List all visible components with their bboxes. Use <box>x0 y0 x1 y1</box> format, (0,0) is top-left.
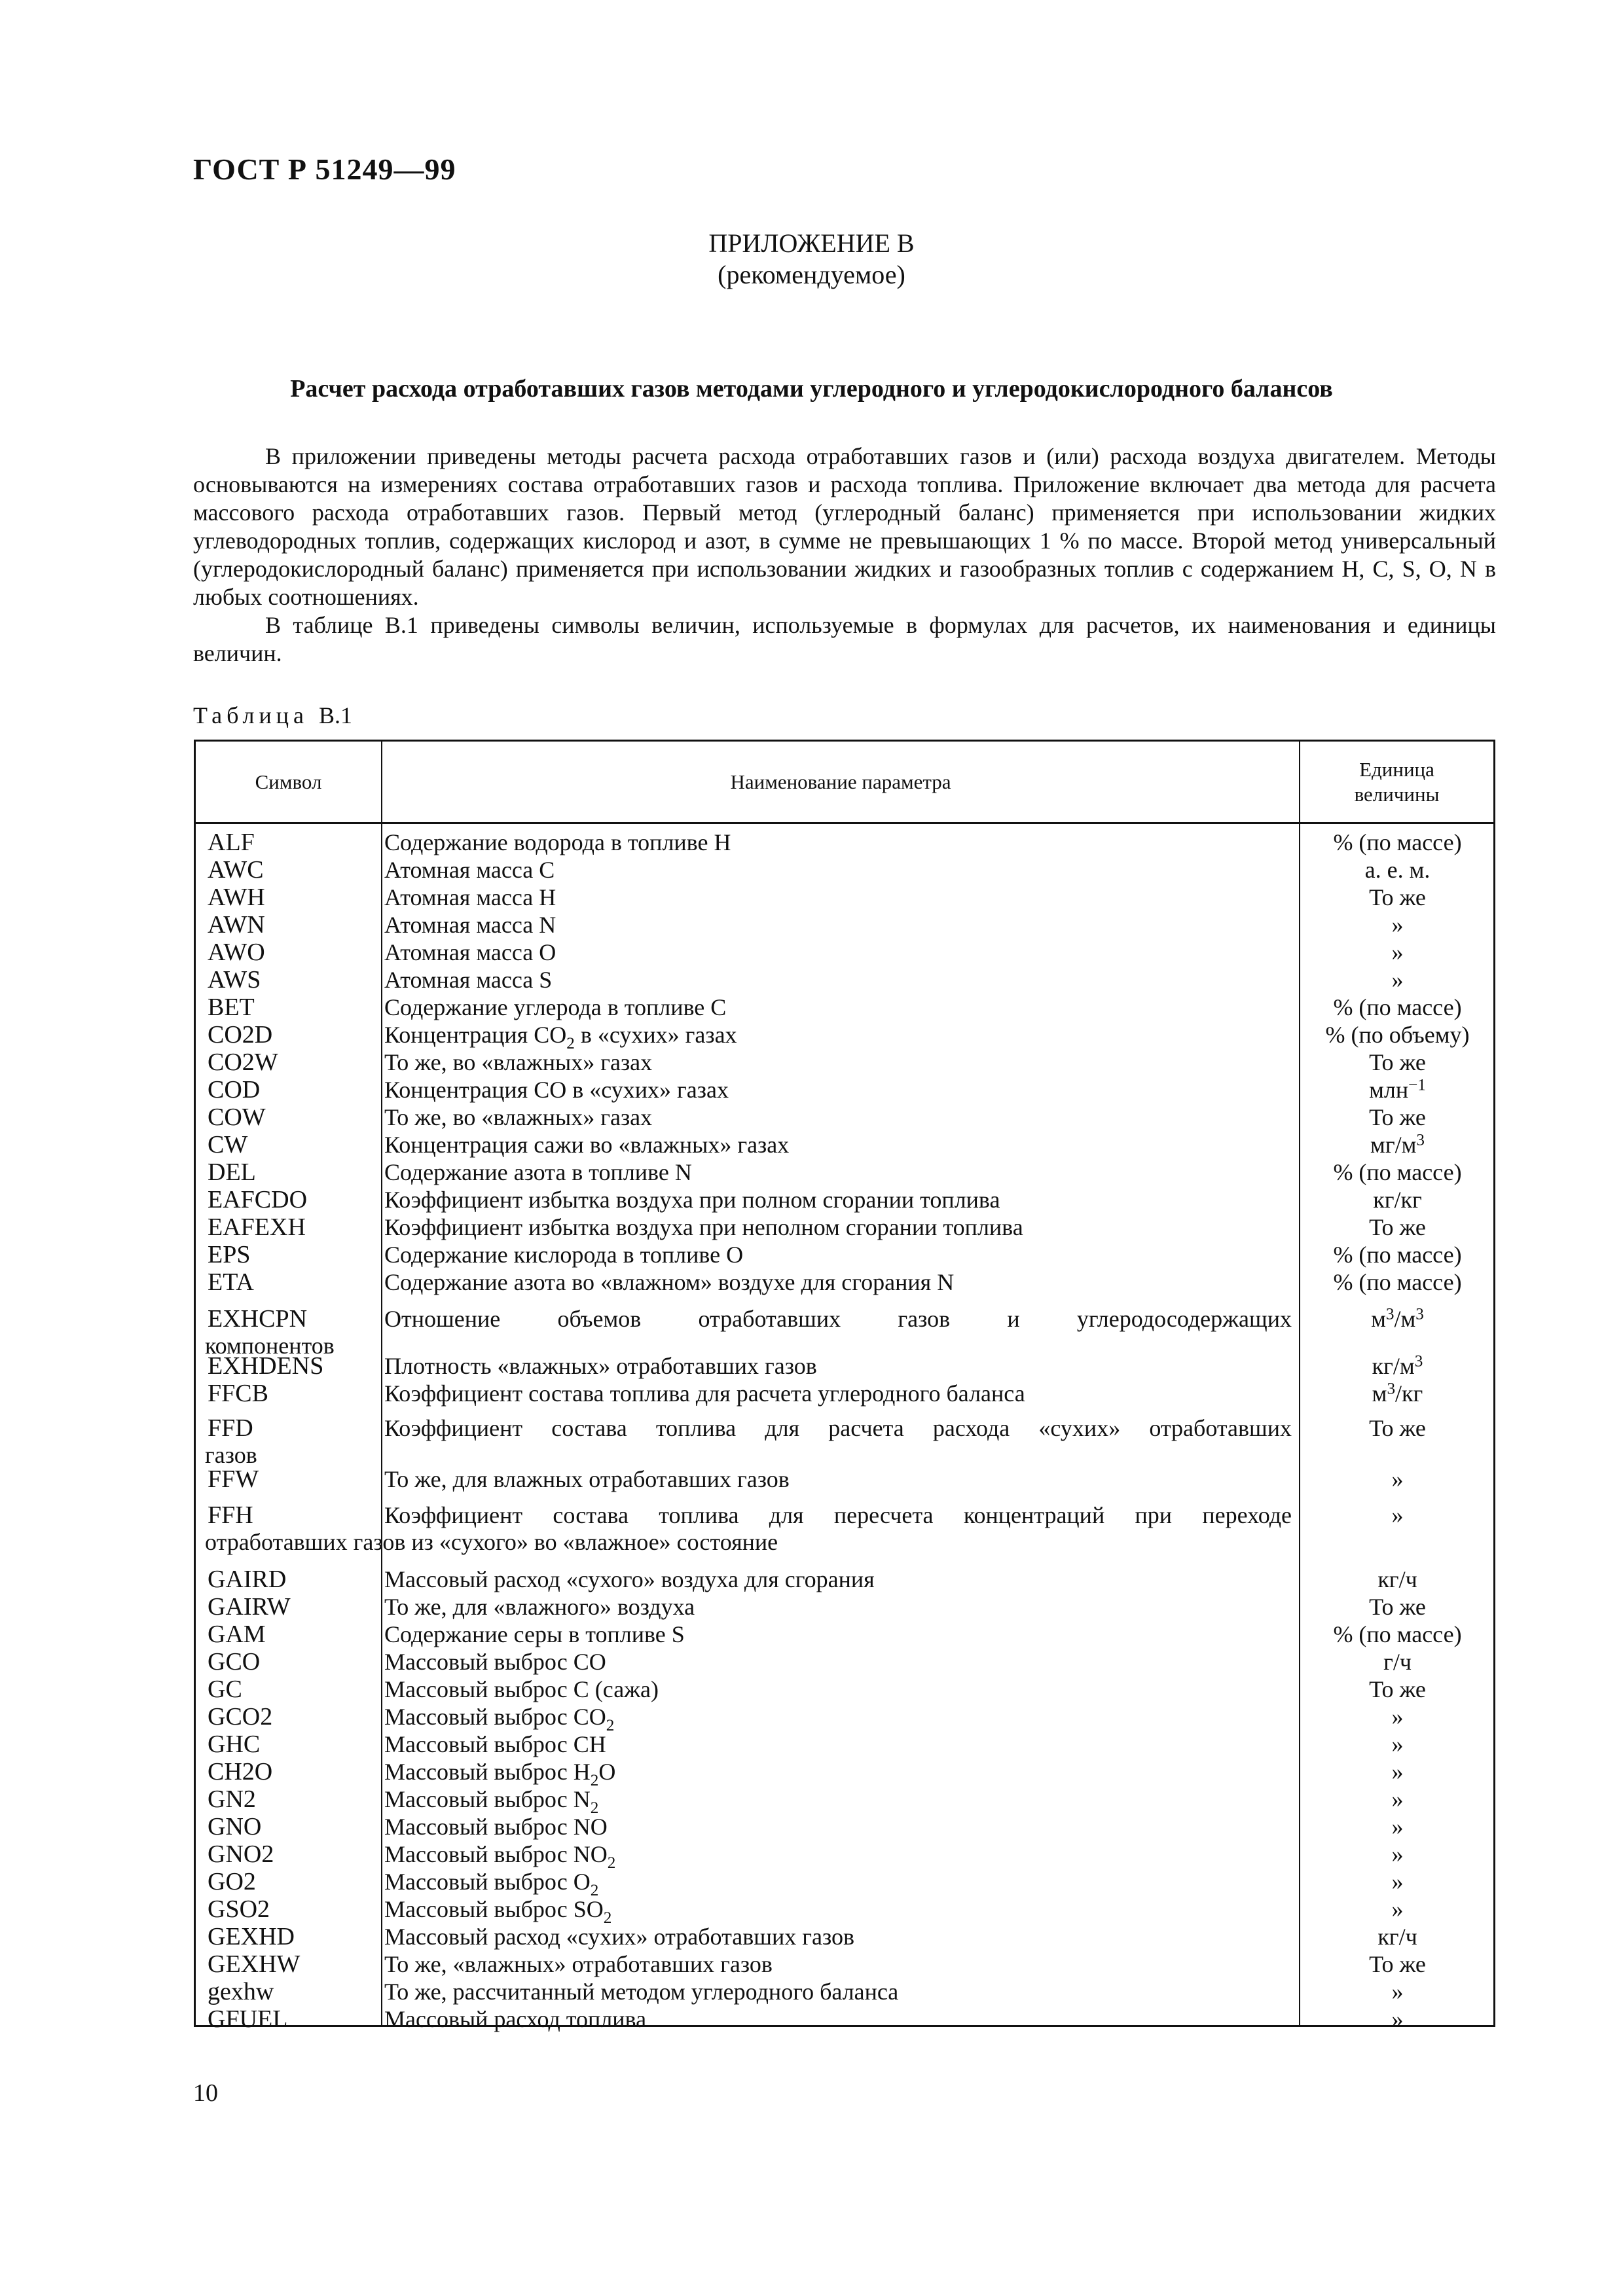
row-parameter-name: Содержание серы в топливе S <box>384 1621 685 1647</box>
table-caption <box>193 702 352 729</box>
row-unit: $м^3/м^3$ <box>1371 1305 1424 1332</box>
row-symbol: GFUEL <box>208 2005 288 2033</box>
appendix-label: ПРИЛОЖЕНИЕ В <box>708 228 915 258</box>
column-divider <box>381 742 382 2025</box>
row-symbol: AWC <box>208 856 264 884</box>
parameters-table <box>194 740 1495 2033</box>
row-symbol: GAM <box>208 1621 266 1648</box>
table-header <box>196 742 1493 824</box>
row-parameter-name: Концентрация CO в «сухих» газах <box>384 1077 729 1103</box>
row-symbol: EXHCPN <box>208 1305 308 1333</box>
row-parameter-name: Коэффициент избытка воздуха при полном сгорании топлива <box>384 1187 1000 1213</box>
row-parameter-name: То же, во «влажных» газах <box>384 1104 653 1130</box>
row-unit: » <box>1391 967 1404 993</box>
row-symbol: GCO <box>208 1648 261 1676</box>
table-caption-number: В.1 <box>318 702 352 728</box>
appendix-heading <box>0 228 1623 291</box>
table-caption-word: Таблица <box>193 702 308 728</box>
row-unit: % (по объему) <box>1325 1022 1470 1048</box>
row-symbol: BET <box>208 994 255 1021</box>
header-unit <box>1300 742 1493 822</box>
row-parameter-name: Массовый выброс $SO_2$ <box>384 1896 612 1927</box>
row-unit: То же <box>1369 1676 1426 1702</box>
row-parameter-name: Массовый выброс $N_2$ <box>384 1786 599 1817</box>
row-unit: То же <box>1369 884 1426 910</box>
header-unit-line-2: величины <box>1354 782 1440 806</box>
row-unit: То же <box>1369 1951 1426 1977</box>
row-parameter-name: Концентрация сажи во «влажных» газах <box>384 1132 790 1158</box>
row-unit: г/ч <box>1383 1649 1412 1675</box>
row-parameter-name: Массовый выброс С (сажа) <box>384 1676 659 1702</box>
row-unit: То же <box>1369 1415 1426 1441</box>
row-parameter-name: Атомная масса О <box>384 939 556 965</box>
intro-paragraph-2: В таблице В.1 приведены символы величин, используемые в формулах для расчетов, их наименования и единицы величин. <box>193 612 1496 666</box>
row-symbol: EXHDENS <box>208 1352 324 1380</box>
row-unit: % (по массе) <box>1333 1159 1462 1185</box>
row-unit: кг/кг <box>1373 1187 1422 1213</box>
row-symbol: CH2O <box>208 1758 273 1785</box>
row-unit: % (по массе) <box>1333 1242 1462 1268</box>
row-parameter-name: Массовый выброс NO <box>384 1814 608 1840</box>
row-parameter-name: Массовый расход топлива <box>384 2006 647 2032</box>
row-unit: » <box>1391 1979 1404 2005</box>
row-symbol: GN2 <box>208 1785 256 1813</box>
row-symbol: DEL <box>208 1158 256 1186</box>
row-parameter-name: Содержание кислорода в топливе О <box>384 1242 744 1268</box>
row-parameter-name: То же, рассчитанный методом углеродного баланса <box>384 1979 899 2005</box>
row-unit: » <box>1391 1731 1404 1757</box>
row-symbol: GC <box>208 1676 242 1703</box>
row-parameter-name: Атомная масса Н <box>384 884 556 910</box>
row-symbol: CW <box>208 1131 248 1158</box>
header-unit-line-1: Единица <box>1359 757 1434 781</box>
row-parameter-name: Содержание водорода в топливе Н <box>384 829 731 855</box>
row-symbol: GNO2 <box>208 1840 274 1868</box>
row-unit: кг/ч <box>1377 1924 1417 1950</box>
row-unit: » <box>1391 939 1404 965</box>
header-symbol: Символ <box>255 770 322 793</box>
row-symbol: AWS <box>208 966 261 994</box>
row-parameter-name: Массовый выброс $CO_2$ <box>384 1704 615 1734</box>
row-symbol: EPS <box>208 1241 251 1268</box>
row-unit: » <box>1391 912 1404 938</box>
row-unit: » <box>1391 1814 1404 1840</box>
row-parameter-name: Атомная масса S <box>384 967 553 993</box>
page-number: 10 <box>193 2079 218 2107</box>
row-unit: млн$^{-1}$ <box>1369 1076 1426 1103</box>
row-symbol: GEXHW <box>208 1950 301 1978</box>
row-parameter-name: Атомная масса С <box>384 857 555 883</box>
row-parameter-name: То же, «влажных» отработавших газов <box>384 1951 773 1977</box>
row-parameter-name: Коэффициент состава топлива для расчета углеродного баланса <box>384 1380 1025 1407</box>
row-unit: $кг/м^3$ <box>1372 1352 1423 1379</box>
row-symbol: AWH <box>208 884 265 911</box>
row-parameter-name: Коэффициент состава топлива для пересчета концентраций при переходе отработавших газов из «сухого» во «влажное» состояние <box>205 1502 1292 1555</box>
row-unit: То же <box>1369 1104 1426 1130</box>
row-unit: $мг/м^3$ <box>1370 1131 1425 1158</box>
row-symbol: CO2W <box>208 1049 278 1076</box>
row-parameter-name: Массовый выброс CH <box>384 1731 606 1757</box>
row-parameter-name: Содержание углерода в топливе С <box>384 994 727 1020</box>
row-symbol: GCO2 <box>208 1703 273 1731</box>
row-parameter-name: Массовый расход «сухого» воздуха для сгорания <box>384 1566 875 1592</box>
row-unit: » <box>1391 1704 1404 1730</box>
document-code: ГОСТ Р 51249—99 <box>193 152 456 186</box>
row-unit: » <box>1391 1869 1404 1895</box>
row-symbol: EAFEXH <box>208 1213 306 1241</box>
row-parameter-name: Концентрация $CO_2$ в «сухих» газах <box>384 1022 737 1052</box>
row-symbol: GSO2 <box>208 1895 270 1923</box>
row-symbol: COD <box>208 1076 261 1103</box>
row-parameter-name: Массовый выброс $O_2$ <box>384 1869 599 1899</box>
row-unit: » <box>1391 2006 1404 2032</box>
row-symbol: GHC <box>208 1731 261 1758</box>
row-symbol: GAIRD <box>208 1566 287 1593</box>
header-name: Наименование параметра <box>730 770 951 793</box>
appendix-status: (рекомендуемое) <box>718 260 905 289</box>
row-unit: а. е. м. <box>1364 857 1431 883</box>
row-symbol: GAIRW <box>208 1593 291 1621</box>
row-parameter-name: Массовый выброс $NO_2$ <box>384 1841 616 1872</box>
row-unit: То же <box>1369 1049 1426 1075</box>
row-unit: » <box>1391 1502 1404 1528</box>
row-unit: То же <box>1369 1594 1426 1620</box>
row-parameter-name: Коэффициент избытка воздуха при неполном сгорании топлива <box>384 1214 1023 1240</box>
row-parameter-name: Массовый выброс $H_2O$ <box>384 1759 616 1789</box>
row-parameter-name: Содержание азота в топливе N <box>384 1159 692 1185</box>
row-symbol: GNO <box>208 1813 262 1840</box>
row-symbol: FFCB <box>208 1380 268 1407</box>
row-unit: То же <box>1369 1214 1426 1240</box>
row-unit: кг/ч <box>1377 1566 1417 1592</box>
row-symbol: AWO <box>208 939 265 966</box>
row-symbol: FFH <box>208 1501 253 1529</box>
row-symbol: FFW <box>208 1465 259 1493</box>
row-unit: » <box>1391 1786 1404 1812</box>
row-unit: » <box>1391 1896 1404 1922</box>
row-symbol: EAFCDO <box>208 1186 308 1213</box>
row-unit: » <box>1391 1841 1404 1867</box>
row-symbol: FFD <box>208 1414 253 1442</box>
row-symbol: GEXHD <box>208 1923 295 1950</box>
row-unit: % (по массе) <box>1333 1269 1462 1295</box>
row-parameter-name: Атомная масса N <box>384 912 556 938</box>
row-parameter-name: Массовый выброс CO <box>384 1649 606 1675</box>
row-parameter-name: То же, для «влажного» воздуха <box>384 1594 695 1620</box>
row-parameter-name: То же, для влажных отработавших газов <box>384 1466 790 1492</box>
row-unit: » <box>1391 1466 1404 1492</box>
row-parameter-name: Отношение объемов отработавших газов и углеродосодержащих компонентов <box>205 1306 1292 1359</box>
row-unit: % (по массе) <box>1333 994 1462 1020</box>
row-symbol: gexhw <box>208 1978 274 2005</box>
row-unit: » <box>1391 1759 1404 1785</box>
row-unit: % (по массе) <box>1333 1621 1462 1647</box>
row-unit: % (по массе) <box>1333 829 1462 855</box>
intro-paragraph-1: В приложении приведены методы расчета расхода отработавших газов и (или) расхода воздуха двигателем. Методы основываются на измерениях состава отработавших газов и расхода топлива. Приложение включает два метода для расчета массового расхода отработавших газов. Первый метод (углеродный баланс) применяется при использовании жидких углеводородных топлив, содержащих кислород и азот, в сумме не превышающих 1 % по массе. Второй метод универсальный (углеродокислородный баланс) применяется при использовании жидких и газообразных топлив с содержанием Н, С, S, О, N в любых соотношениях. <box>193 443 1496 610</box>
intro-text <box>193 442 1496 668</box>
column-divider <box>1299 742 1300 2025</box>
section-title: Расчет расхода отработавших газов методами углеродного и углеродокислородного балансов <box>290 375 1333 403</box>
row-symbol: ALF <box>208 829 255 856</box>
row-symbol: GO2 <box>208 1868 256 1895</box>
row-symbol: ETA <box>208 1268 254 1296</box>
row-parameter-name: Массовый расход «сухих» отработавших газов <box>384 1924 854 1950</box>
row-symbol: CO2D <box>208 1021 273 1049</box>
row-parameter-name: Содержание азота во «влажном» воздухе для сгорания N <box>384 1269 955 1295</box>
row-symbol: AWN <box>208 911 265 939</box>
row-unit: $м^3/кг$ <box>1372 1380 1423 1407</box>
row-parameter-name: Плотность «влажных» отработавших газов <box>384 1353 817 1379</box>
row-parameter-name: Коэффициент состава топлива для расчета расхода «сухих» отработавших газов <box>205 1415 1292 1468</box>
row-symbol: COW <box>208 1103 266 1131</box>
row-parameter-name: То же, во «влажных» газах <box>384 1049 653 1075</box>
